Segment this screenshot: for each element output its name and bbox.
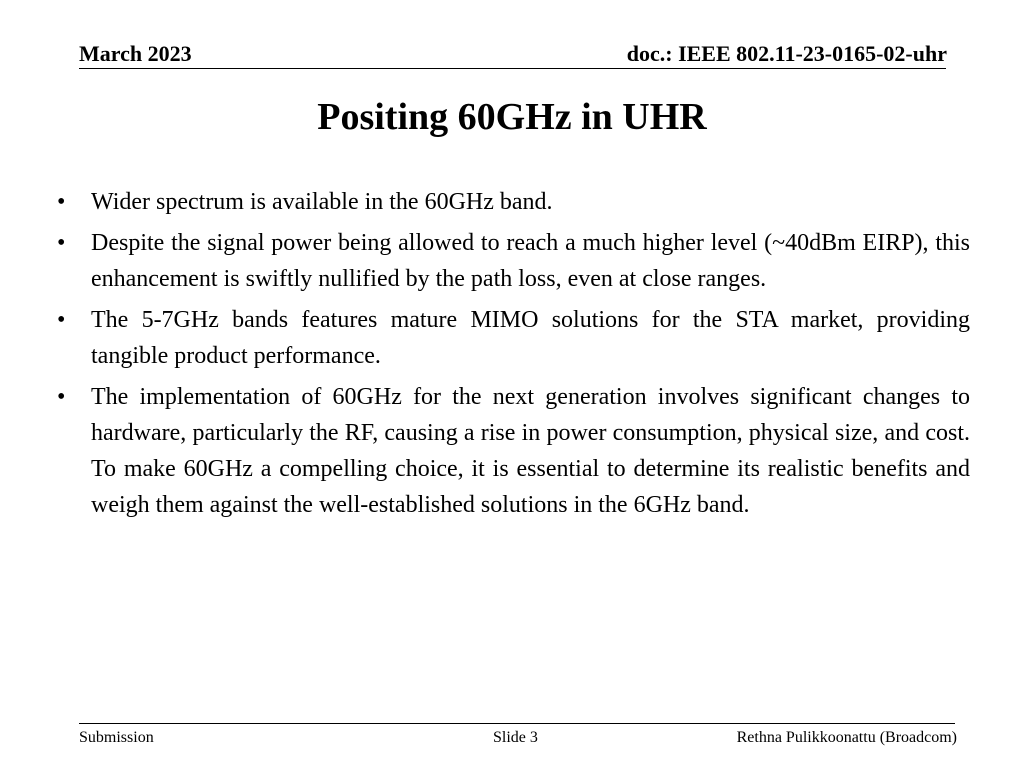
footer-submission: Submission bbox=[79, 729, 154, 746]
header-divider bbox=[79, 68, 946, 69]
footer-author: Rethna Pulikkoonattu (Broadcom) bbox=[736, 729, 957, 746]
bullet-text: Wider spectrum is available in the 60GHz band. bbox=[91, 189, 553, 215]
header-date: March 2023 bbox=[79, 41, 192, 66]
bullet-text: The 5-7GHz bands features mature MIMO solutions for the STA market, providing tangible product performance. bbox=[91, 307, 970, 369]
bullet-item bbox=[48, 184, 970, 220]
bullet-text: Despite the signal power being allowed to reach a much higher level (~40dBm EIRP), this enhancement is swiftly nullified by the path loss, even at close ranges. bbox=[91, 230, 970, 292]
bullet-item bbox=[48, 302, 970, 374]
header-doc-id: doc.: IEEE 802.11-23-0165-02-uhr bbox=[626, 41, 947, 66]
bullet-icon: • bbox=[57, 189, 66, 215]
bullet-icon: • bbox=[57, 307, 66, 333]
footer-slide-number: Slide 3 bbox=[493, 729, 538, 746]
bullet-item bbox=[48, 379, 970, 523]
bullet-icon: • bbox=[57, 230, 66, 256]
footer-divider bbox=[79, 723, 955, 724]
bullet-list bbox=[48, 184, 970, 528]
bullet-icon: • bbox=[57, 384, 66, 410]
bullet-text: The implementation of 60GHz for the next generation involves significant changes to hardware, particularly the RF, causing a rise in power consumption, physical size, and cost. To make 60GHz a compelling choice, it is essential to determine its realistic benefits and weigh them against the well-established solutions in the 6GHz band. bbox=[91, 384, 970, 518]
slide-title: Positing 60GHz in UHR bbox=[317, 96, 707, 138]
bullet-item bbox=[48, 225, 970, 297]
